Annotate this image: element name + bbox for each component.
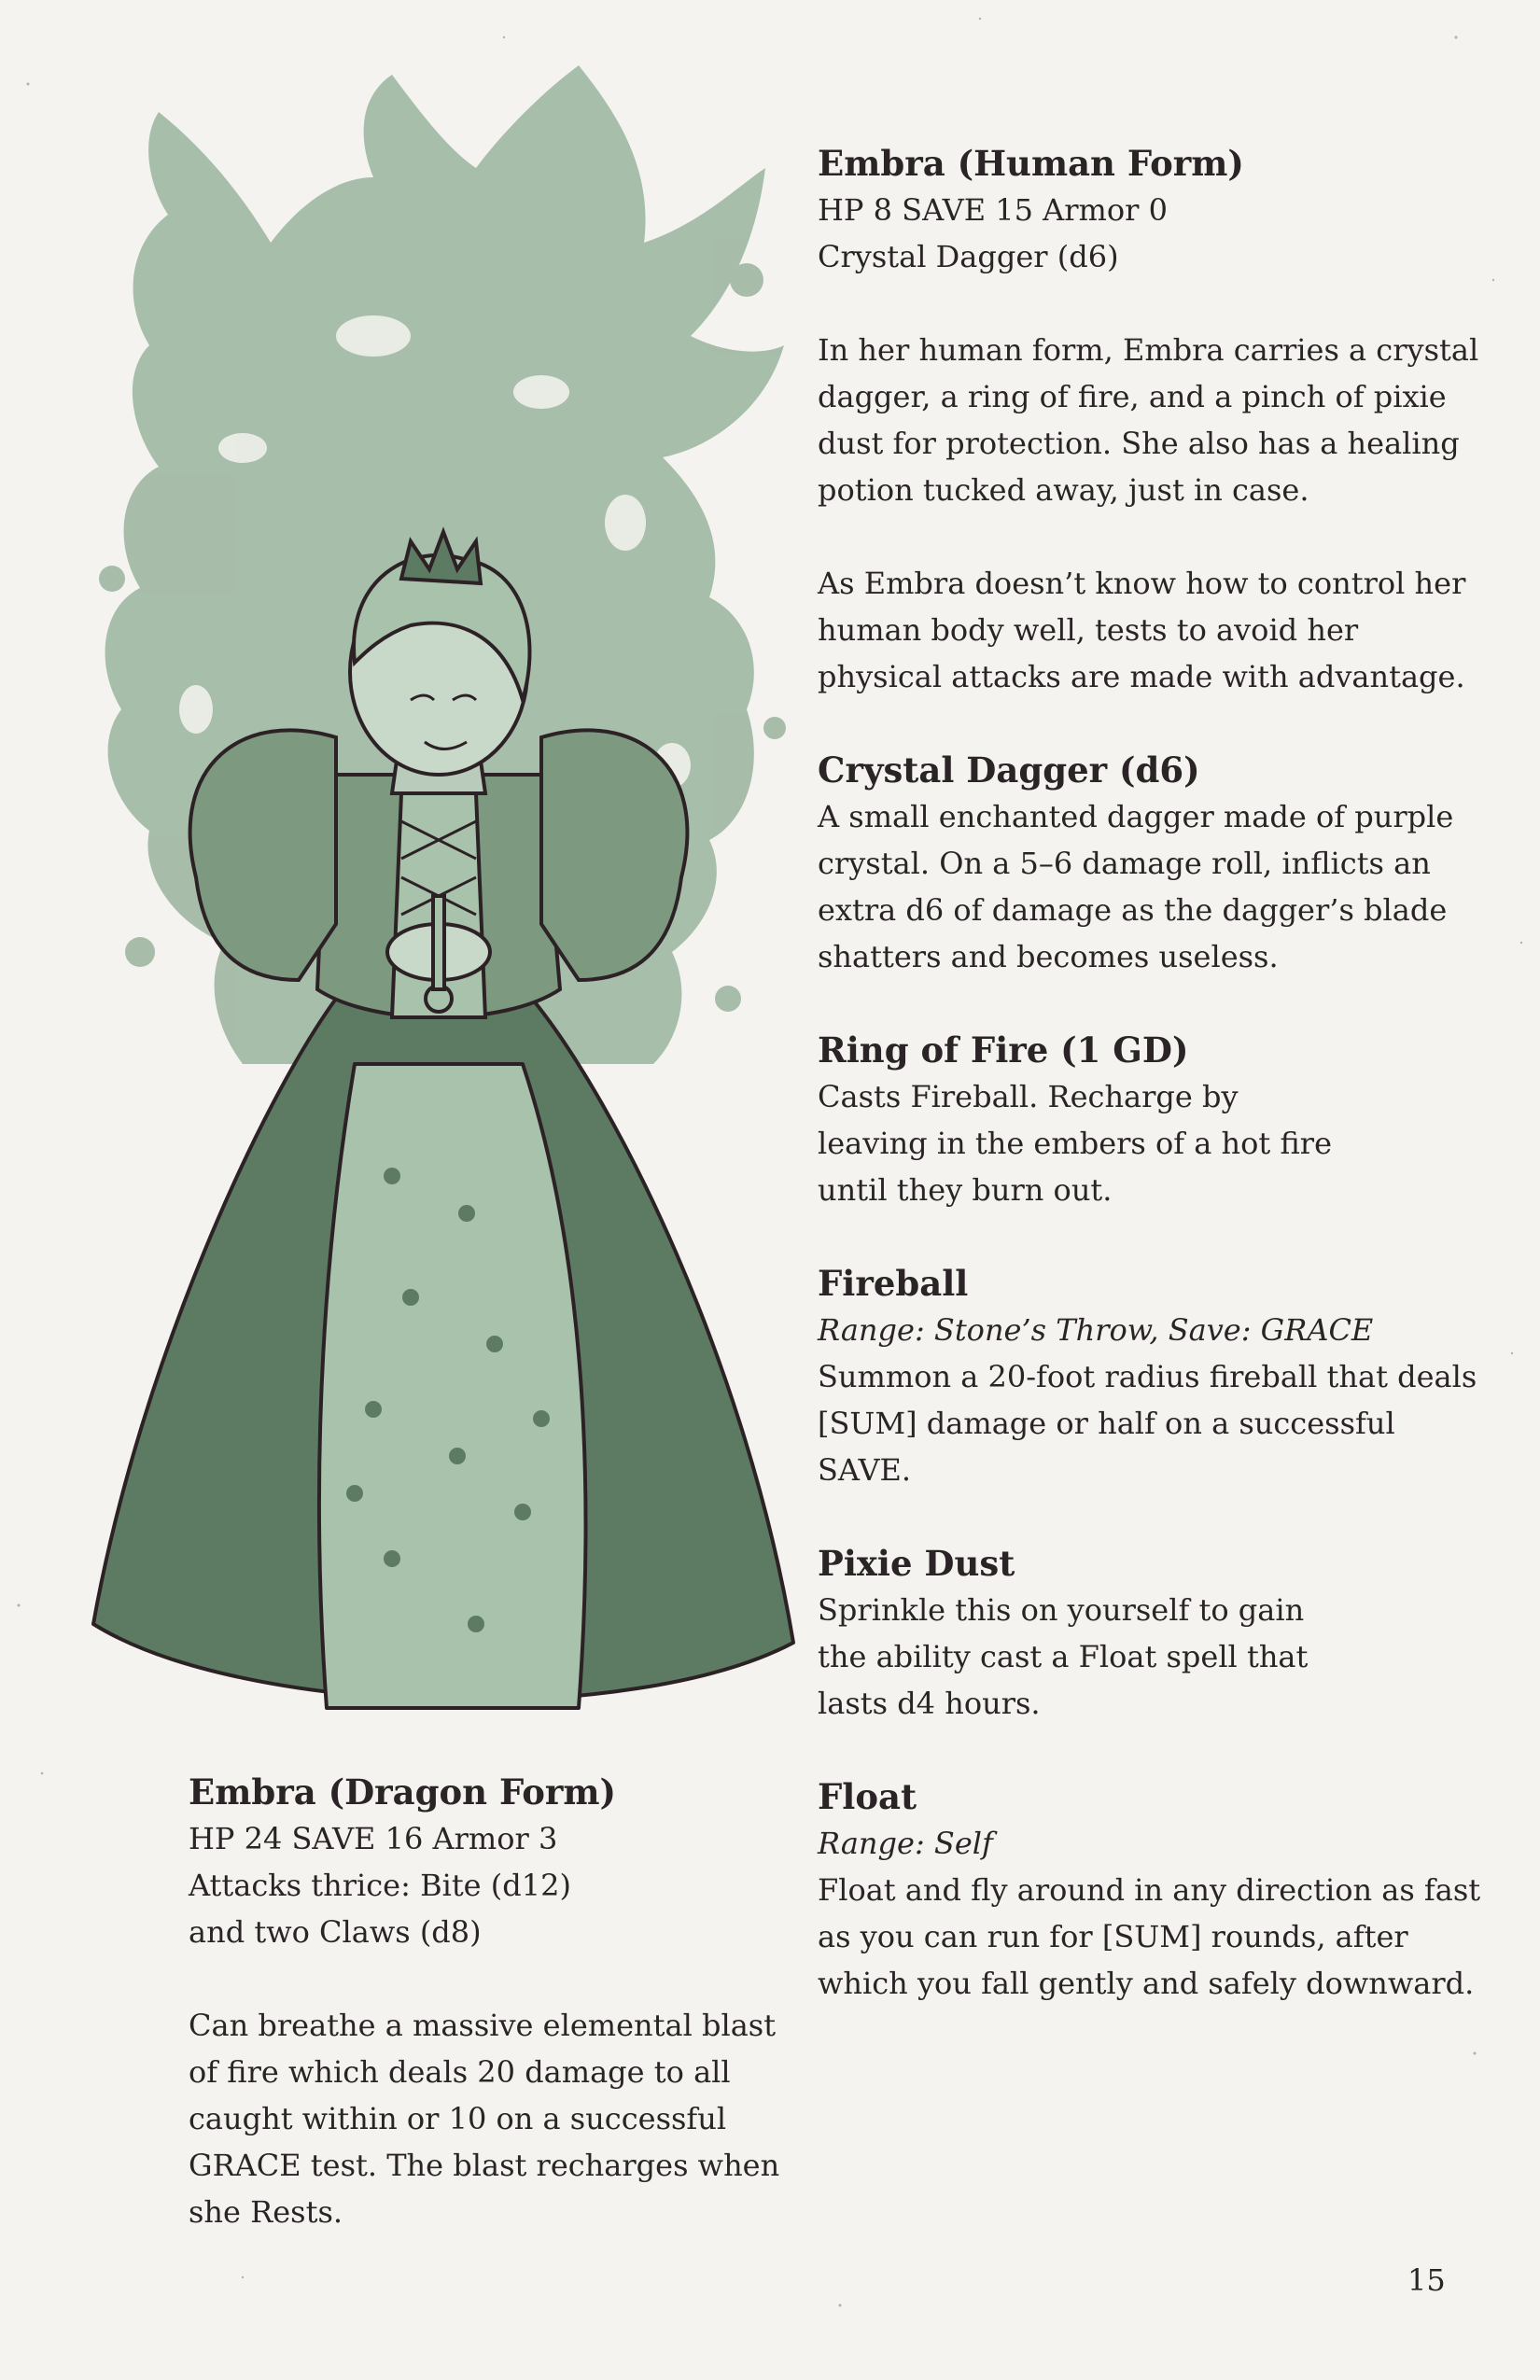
float-block: [818, 1773, 1490, 2007]
fireball-title: Fireball: [818, 1263, 969, 1304]
ring-of-fire-title: Ring of Fire (1 GD): [818, 1029, 1189, 1071]
pixie-dust-text: Sprinkle this on yourself to gain the ability cast a Float spell that lasts d4 hours.: [818, 1592, 1309, 1721]
embra-princess-illustration: [56, 56, 821, 1755]
ring-of-fire-text: Casts Fireball. Recharge by leaving in the embers of a hot fire until they burn out.: [818, 1079, 1333, 1208]
crystal-dagger-block: [818, 747, 1490, 980]
human-form-description: In her human form, Embra carries a crystal dagger, a ring of fire, and a pinch of pixie dust for protection. She also has a healing potion tucked away, just in case.: [818, 332, 1479, 508]
dragon-form-attacks: Attacks thrice: Bite (d12) and two Claws (d8): [189, 1868, 571, 1950]
human-form-weapon: Crystal Dagger (d6): [818, 239, 1119, 274]
left-column: [189, 1769, 795, 2235]
human-form-title: Embra (Human Form): [818, 143, 1244, 184]
dragon-form-description: Can breathe a massive elemental blast of fire which deals 20 damage to all caught within or 10 on a successful GRACE test. The blast recharges when she Rests.: [189, 2008, 780, 2230]
fireball-block: [818, 1260, 1490, 1493]
gown: [93, 999, 793, 1708]
dragon-form-stats: HP 24 SAVE 16 Armor 3: [189, 1821, 558, 1856]
fireball-meta: Range: Stone’s Throw, Save: GRACE: [818, 1312, 1374, 1348]
human-form-block: [818, 140, 1490, 700]
right-column: [818, 140, 1490, 2053]
float-text: Float and fly around in any direction as fast as you can run for [SUM] rounds, after which you fall gently and safely downward.: [818, 1872, 1481, 2001]
human-form-advantage-note: As Embra doesn’t know how to control her human body well, tests to avoid her physical attacks are made with advantage.: [818, 566, 1466, 694]
page-number: 15: [1407, 2262, 1446, 2298]
fireball-text: Summon a 20-foot radius fireball that deals [SUM] damage or half on a successful SAVE.: [818, 1359, 1477, 1488]
pixie-dust-title: Pixie Dust: [818, 1543, 1015, 1584]
float-meta: Range: Self: [818, 1826, 993, 1861]
float-title: Float: [818, 1776, 917, 1817]
crystal-dagger-text: A small enchanted dagger made of purple crystal. On a 5–6 damage roll, inflicts an extra d6 of damage as the dagger’s blade shatters and becomes useless.: [818, 799, 1454, 974]
pixie-dust-block: [818, 1540, 1490, 1727]
ring-of-fire-block: [818, 1027, 1490, 1213]
crystal-dagger-title: Crystal Dagger (d6): [818, 749, 1200, 791]
dragon-form-title: Embra (Dragon Form): [189, 1771, 617, 1813]
human-form-stats: HP 8 SAVE 15 Armor 0: [818, 192, 1168, 228]
